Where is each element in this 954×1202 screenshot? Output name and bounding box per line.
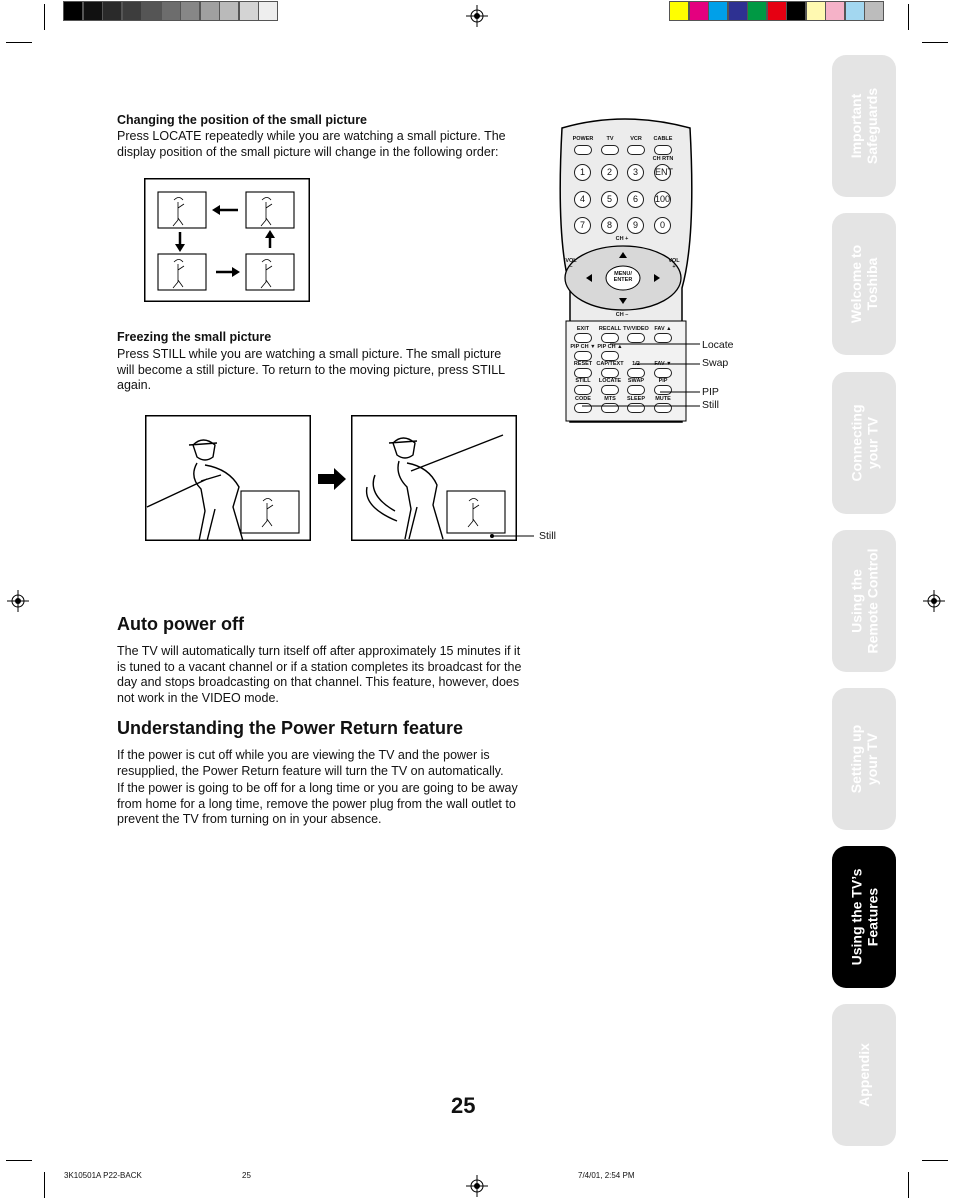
- remote-key-label: TV/VIDEO: [623, 326, 649, 332]
- tab-setting-up-your-tv[interactable]: [832, 688, 896, 830]
- remote-key-label: FAV ▼: [654, 361, 672, 367]
- auto-power-body: The TV will automatically turn itself off after approximately 15 minutes if it is tuned to a vacant channel or if a station completes its broadcast for the day and stops broadcasting on that channel. This feature, however, does not work in the VIDEO mode.: [117, 644, 522, 705]
- page-number: 25: [451, 1093, 476, 1118]
- registration-target-icon: [466, 1175, 488, 1197]
- color-calibration-bar: [670, 0, 890, 24]
- menu-label-line2: ENTER: [613, 277, 633, 283]
- pip-position-diagram: [144, 178, 310, 302]
- color-swatch: [826, 2, 844, 20]
- gray-swatch: [142, 2, 160, 20]
- tv-screen-moving-picture: [145, 415, 311, 541]
- remote-key-label: LOCATE: [598, 378, 622, 384]
- color-swatch: [846, 2, 864, 20]
- remote-key-label: SLEEP: [626, 396, 646, 402]
- remote-callout-lines: [580, 340, 702, 412]
- vol-right-label: VOL: [668, 258, 680, 264]
- color-swatch: [768, 2, 786, 20]
- gray-swatch: [220, 2, 238, 20]
- locate-heading: Changing the position of the small picture: [117, 113, 368, 127]
- number-button[interactable]: 9: [627, 217, 644, 234]
- tab-using-the-tvs-features[interactable]: [832, 846, 896, 988]
- gray-swatch: [162, 2, 180, 20]
- remote-key-label: RESET: [573, 361, 593, 367]
- gray-swatch: [201, 2, 219, 20]
- still-callout-line: [488, 532, 538, 540]
- footer-page: 25: [242, 1171, 251, 1180]
- tab-label: Appendix: [856, 1043, 872, 1107]
- number-button[interactable]: 2: [601, 164, 618, 181]
- tab-label: your TV: [864, 732, 880, 786]
- registration-target-icon: [923, 590, 945, 612]
- color-swatch: [748, 2, 766, 20]
- gray-swatch: [103, 2, 121, 20]
- remote-key-label: PIP CH ▲: [597, 344, 623, 350]
- cable-button[interactable]: [654, 145, 672, 155]
- power-return-heading: Understanding the Power Return feature: [117, 718, 464, 738]
- remote-key-label: RECALL: [598, 326, 622, 332]
- volume-down-button[interactable]: [582, 270, 598, 286]
- remote-key-label: SWAP: [627, 378, 645, 384]
- gray-swatch: [259, 2, 277, 20]
- tv-screen-still-picture: [351, 415, 517, 541]
- remote-label-vcr: VCR: [630, 136, 642, 142]
- freeze-heading: Freezing the small picture: [117, 330, 272, 344]
- crop-mark: [6, 42, 32, 43]
- small-picture-thumb: [241, 491, 299, 533]
- crop-mark: [908, 1172, 909, 1198]
- vol-plus-label: +: [672, 264, 676, 270]
- remote-key-label: STILL: [575, 378, 591, 384]
- arrow-right-icon: [318, 468, 348, 490]
- color-swatch: [729, 2, 747, 20]
- gray-swatch: [84, 2, 102, 20]
- gray-swatch: [181, 2, 199, 20]
- remote-key-label: CODE: [575, 396, 591, 402]
- number-button[interactable]: 7: [574, 217, 591, 234]
- remote-key-label: PIP: [658, 378, 668, 384]
- gray-swatch: [123, 2, 141, 20]
- tab-label: Using the: [848, 569, 864, 633]
- color-swatch: [709, 2, 727, 20]
- auto-power-heading: Auto power off: [117, 614, 244, 634]
- power-return-body-1: If the power is cut off while you are viewing the TV and the power is resupplied, the Power Return feature will turn the TV on automatically.: [117, 748, 504, 778]
- tab-label: your TV: [864, 416, 880, 470]
- menu-enter-button[interactable]: [610, 262, 636, 292]
- footer-date: 7/4/01, 2:54 PM: [578, 1171, 635, 1180]
- number-button[interactable]: 1: [574, 164, 591, 181]
- ch-rtn-label: CH RTN: [652, 156, 674, 162]
- remote-key-label: MTS: [604, 396, 616, 402]
- tab-label: Remote Control: [864, 548, 880, 654]
- tab-appendix[interactable]: [832, 1004, 896, 1146]
- still-callout-label: Still: [539, 530, 556, 542]
- color-swatch: [807, 2, 825, 20]
- number-button[interactable]: 8: [601, 217, 618, 234]
- number-button[interactable]: 100: [654, 191, 671, 208]
- crop-mark: [44, 1172, 45, 1198]
- tab-label: Important: [848, 93, 864, 159]
- vcr-button[interactable]: [627, 145, 645, 155]
- crop-mark: [44, 4, 45, 30]
- power-return-body-2: If the power is going to be off for a long time or you are going to be away from home for a long time, remove the power plug from the wall outlet to prevent the TV from turning on in your absence.: [117, 781, 518, 826]
- registration-target-icon: [466, 5, 488, 27]
- vol-left-label: VOL: [565, 258, 577, 264]
- ch-plus-label: CH +: [615, 236, 629, 242]
- number-button[interactable]: ENT: [654, 164, 671, 181]
- tab-using-the-remote-control[interactable]: [832, 530, 896, 672]
- remote-label-tv: TV: [606, 136, 614, 142]
- gray-swatch: [240, 2, 258, 20]
- locate-body: Press LOCATE repeatedly while you are watching a small picture. The display position of the small picture will change in the following order:: [117, 129, 506, 159]
- remote-key-label: MUTE: [655, 396, 671, 402]
- remote-key-label: 1/2: [632, 361, 640, 367]
- color-swatch: [690, 2, 708, 20]
- freeze-body: Press STILL while you are watching a small picture. The small picture will become a still picture. To return to the moving picture, press STILL again.: [117, 347, 505, 392]
- tab-connecting-your-tv[interactable]: [832, 372, 896, 514]
- remote-key-label: FAV ▲: [654, 326, 672, 332]
- tab-label: Welcome to: [848, 244, 864, 324]
- tab-important-safeguards[interactable]: [832, 55, 896, 197]
- swap-callout-label: Swap: [702, 357, 729, 369]
- crop-mark: [6, 1160, 32, 1161]
- number-button[interactable]: 0: [654, 217, 671, 234]
- tab-label: Connecting: [848, 404, 864, 482]
- remote-key-label: PIP CH ▼: [570, 344, 596, 350]
- power-button[interactable]: [574, 145, 592, 155]
- crop-mark: [922, 1160, 948, 1161]
- channel-down-button[interactable]: [612, 294, 634, 306]
- number-button[interactable]: 5: [601, 191, 618, 208]
- still-remote-callout-label: Still: [702, 399, 719, 411]
- number-button[interactable]: 3: [627, 164, 644, 181]
- gray-swatch: [64, 2, 82, 20]
- color-swatch: [787, 2, 805, 20]
- registration-target-icon: [7, 590, 29, 612]
- tab-welcome-to-toshiba[interactable]: [832, 213, 896, 355]
- locate-callout-label: Locate: [702, 339, 734, 351]
- volume-up-button[interactable]: [648, 270, 664, 286]
- footer-doc-id: 3K10501A P22-BACK: [64, 1171, 142, 1180]
- channel-up-button[interactable]: [612, 248, 634, 260]
- number-button[interactable]: 4: [574, 191, 591, 208]
- tab-label: Using the TV’s: [848, 868, 864, 966]
- tab-label: Features: [864, 887, 880, 947]
- ch-minus-label: CH –: [615, 312, 629, 318]
- menu-label-line1: MENU/: [614, 271, 632, 277]
- color-swatch: [865, 2, 883, 20]
- tv-button[interactable]: [601, 145, 619, 155]
- tab-label: Toshiba: [864, 257, 880, 311]
- small-picture-thumb: [447, 491, 505, 533]
- pip-callout-label: PIP: [702, 386, 719, 398]
- gray-calibration-bar: [64, 0, 284, 24]
- remote-key-label: EXIT: [576, 326, 590, 332]
- tab-label: Safeguards: [864, 87, 880, 165]
- vol-minus-label: –: [569, 264, 573, 270]
- remote-label-power: POWER: [572, 136, 594, 142]
- tab-label: Setting up: [848, 724, 864, 794]
- remote-key-label: CAP/TEXT: [596, 361, 624, 367]
- crop-mark: [922, 42, 948, 43]
- color-swatch: [670, 2, 688, 20]
- number-button[interactable]: 6: [627, 191, 644, 208]
- remote-label-cable: CABLE: [653, 136, 673, 142]
- crop-mark: [908, 4, 909, 30]
